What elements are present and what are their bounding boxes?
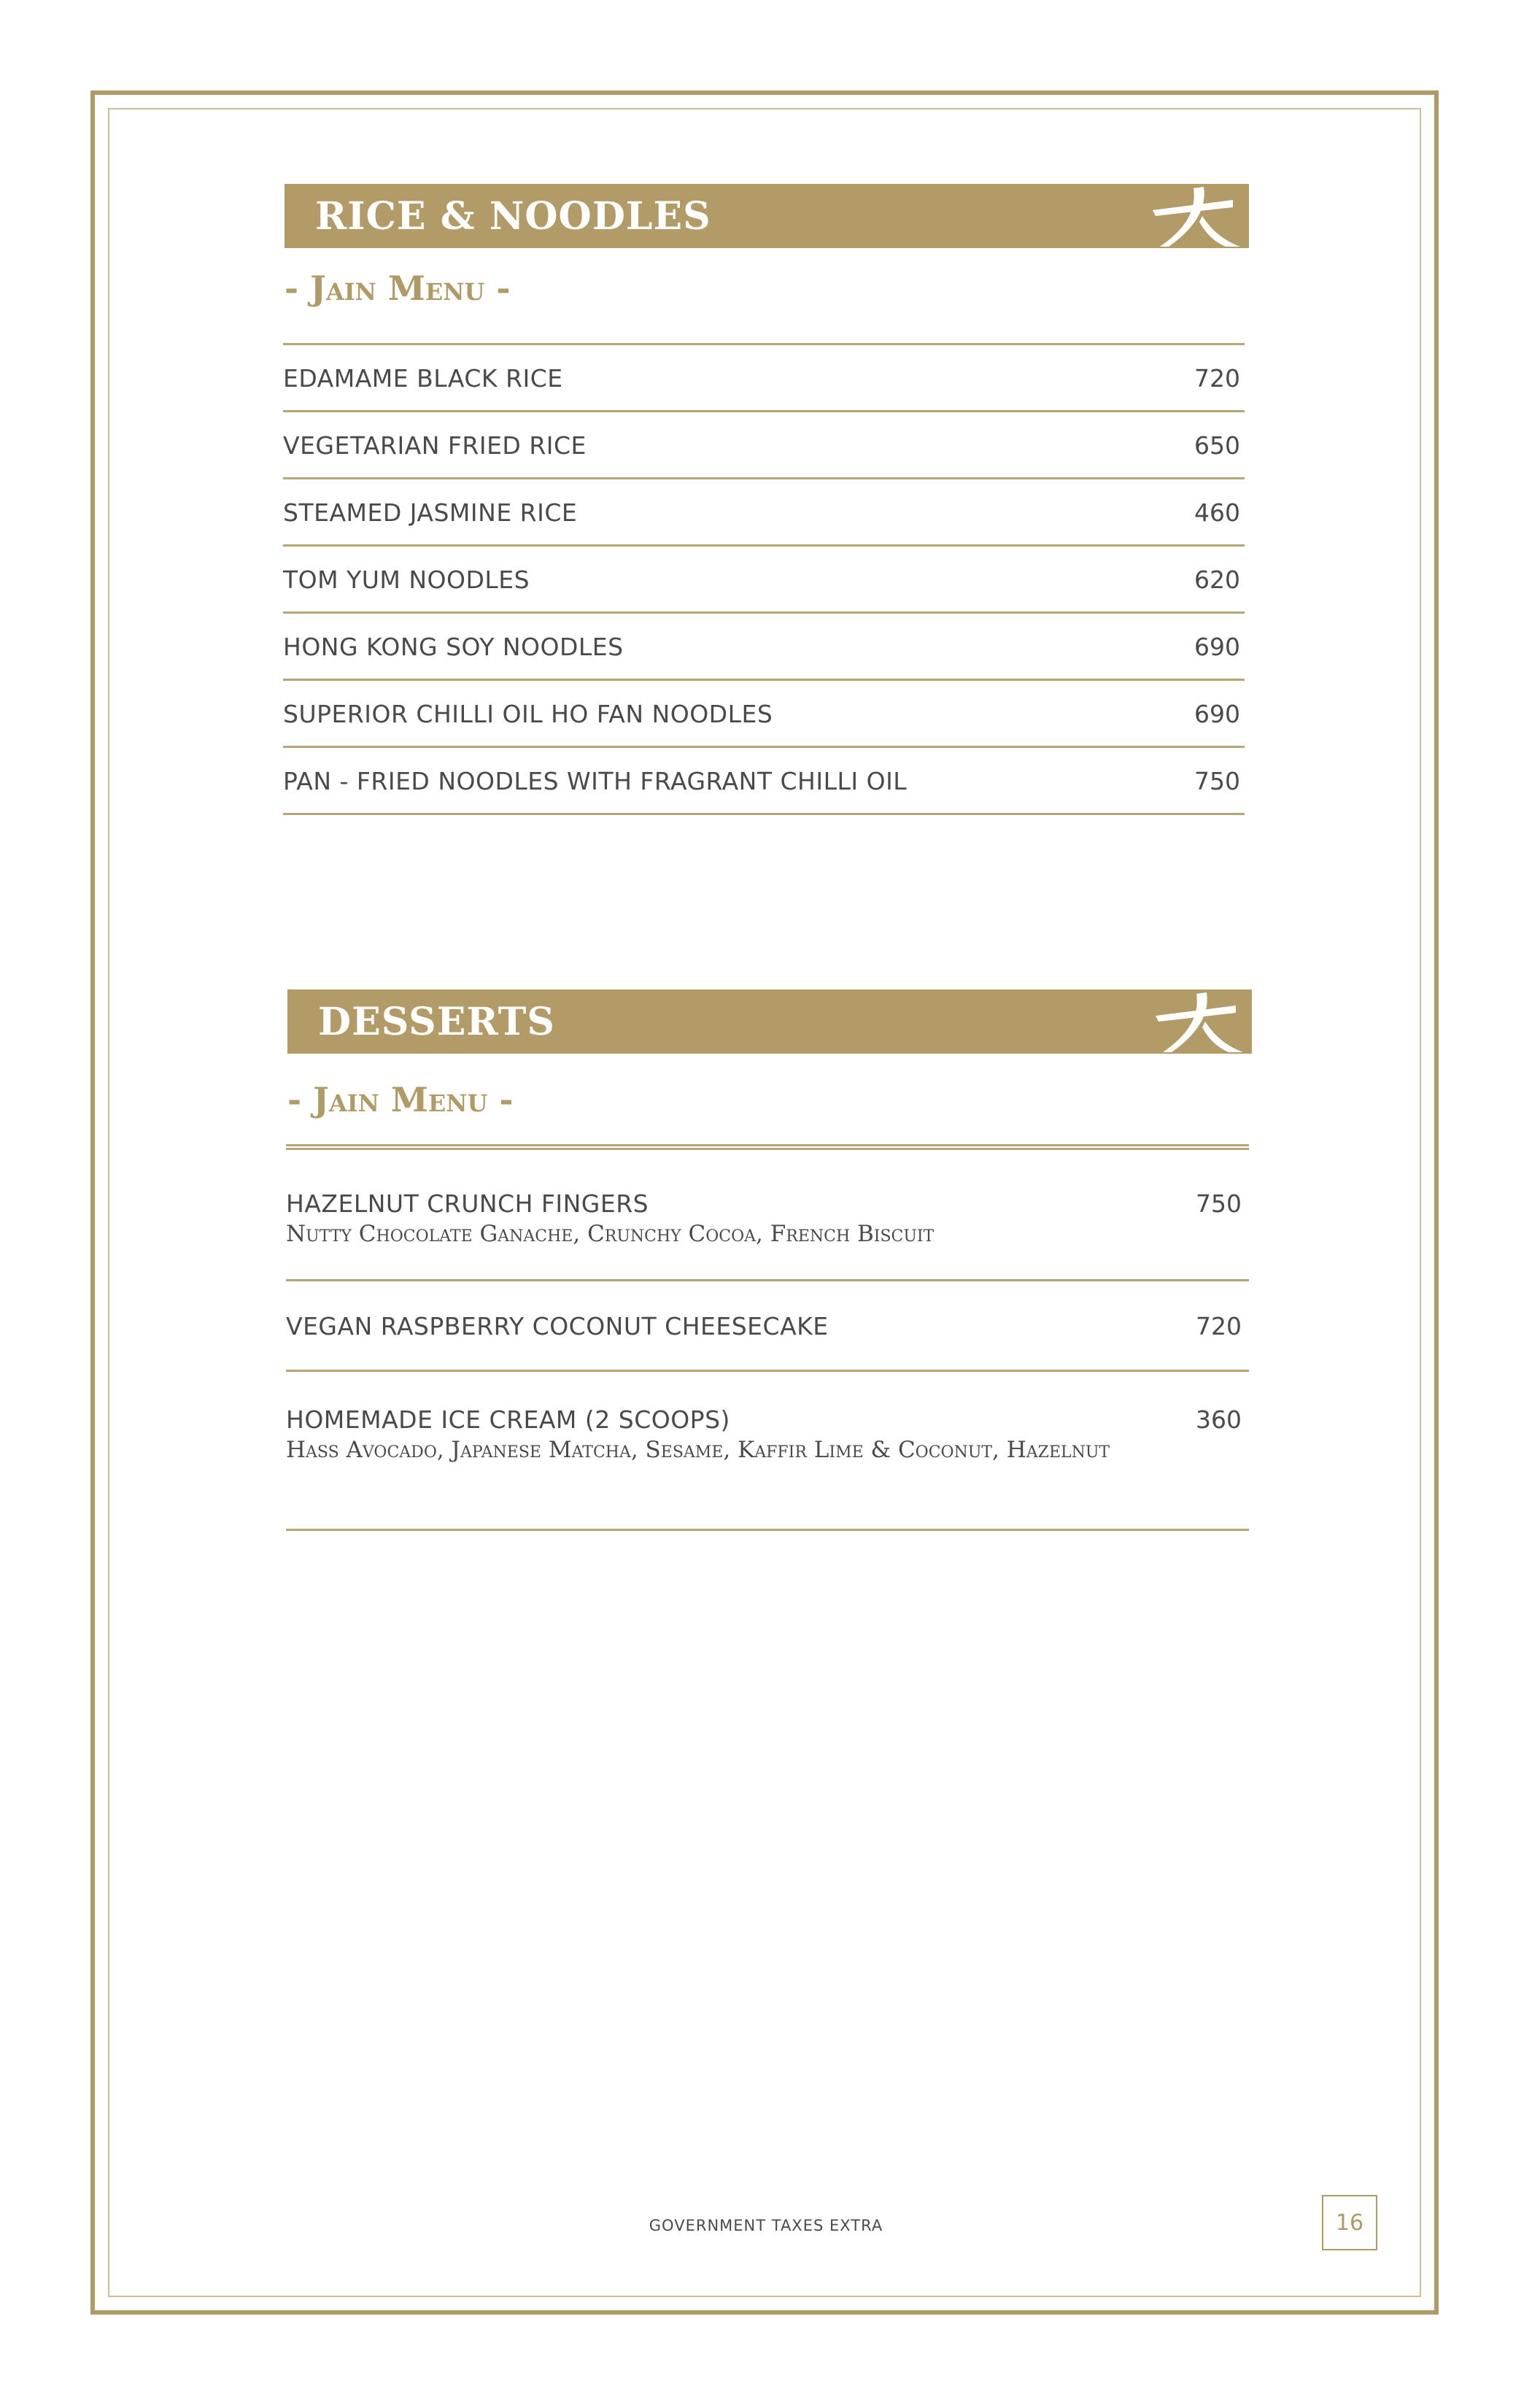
item-price: 650 xyxy=(1194,431,1240,460)
section-subtitle: - Jain Menu - xyxy=(285,269,511,308)
double-divider xyxy=(286,1144,1249,1150)
brand-logo-icon xyxy=(1142,989,1252,1054)
section-title: DESSERTS xyxy=(318,1000,555,1044)
menu-item xyxy=(286,1281,1249,1372)
item-name: PAN - FRIED NOODLES WITH FRAGRANT CHILLI OIL xyxy=(283,767,908,795)
item-price: 750 xyxy=(1194,767,1240,795)
item-name: VEGETARIAN FRIED RICE xyxy=(283,431,587,460)
item-price: 690 xyxy=(1194,700,1240,728)
section-subtitle: - Jain Menu - xyxy=(287,1080,514,1119)
item-name: EDAMAME BLACK RICE xyxy=(283,364,563,393)
menu-item xyxy=(286,1372,1249,1531)
item-price: 750 xyxy=(1196,1189,1242,1218)
item-price: 360 xyxy=(1196,1405,1242,1434)
menu-list-rice-noodles xyxy=(283,345,1245,815)
menu-item xyxy=(283,547,1245,614)
brand-logo-icon xyxy=(1140,184,1249,248)
item-name: HONG KONG SOY NOODLES xyxy=(283,633,624,661)
item-name: STEAMED JASMINE RICE xyxy=(283,498,578,527)
item-name: VEGAN RASPBERRY COCONUT CHEESECAKE xyxy=(286,1312,829,1340)
menu-item xyxy=(283,412,1245,479)
section-banner-desserts xyxy=(287,989,1252,1054)
menu-item xyxy=(283,748,1245,815)
item-description: Hass Avocado, Japanese Matcha, Sesame, Kaffir Lime & Coconut, Hazelnut xyxy=(286,1437,1110,1463)
section-title: RICE & NOODLES xyxy=(315,194,711,239)
item-price: 620 xyxy=(1194,566,1240,594)
item-name: TOM YUM NOODLES xyxy=(283,566,530,594)
section-banner-rice-noodles xyxy=(285,184,1249,248)
menu-item xyxy=(283,345,1245,412)
footer-note: GOVERNMENT TAXES EXTRA xyxy=(649,2217,883,2234)
item-price: 720 xyxy=(1194,364,1240,393)
item-price: 690 xyxy=(1194,633,1240,661)
item-price: 460 xyxy=(1194,498,1240,527)
item-name: HAZELNUT CRUNCH FINGERS xyxy=(286,1189,649,1218)
menu-item xyxy=(283,681,1245,748)
item-name: SUPERIOR CHILLI OIL HO FAN NOODLES xyxy=(283,700,773,728)
menu-item xyxy=(283,614,1245,681)
item-name: HOMEMADE ICE CREAM (2 SCOOPS) xyxy=(286,1405,730,1434)
menu-item xyxy=(283,479,1245,547)
item-description: Nutty Chocolate Ganache, Crunchy Cocoa, French Biscuit xyxy=(286,1221,935,1247)
menu-item xyxy=(286,1150,1249,1281)
page-number: 16 xyxy=(1322,2195,1377,2250)
item-price: 720 xyxy=(1196,1312,1242,1340)
